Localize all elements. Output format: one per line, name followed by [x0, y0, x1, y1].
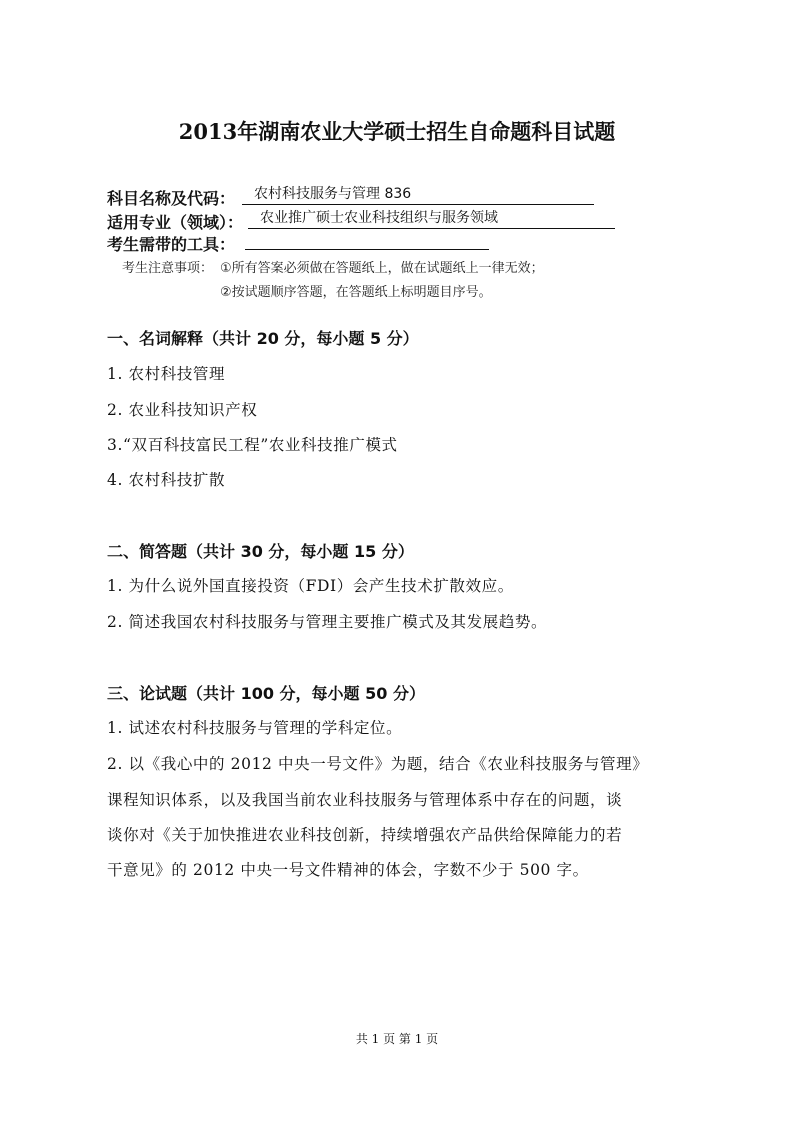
- section-3-heading: 三、论试题（共计 100 分，每小题 50 分）: [107, 684, 425, 703]
- question-item: 1. 农村科技管理: [107, 365, 226, 383]
- question-item: 2. 农业科技知识产权: [107, 401, 258, 419]
- page-footer: 共 1 页 第 1 页: [355, 1032, 439, 1046]
- note-2: ②按试题顺序答题，在答题纸上标明题目序号。: [220, 285, 492, 300]
- section-1-heading: 一、名词解释（共计 20 分，每小题 5 分）: [107, 329, 419, 348]
- subject-value: 农村科技服务与管理 836: [242, 185, 594, 205]
- question-item: 2. 简述我国农村科技服务与管理主要推广模式及其发展趋势。: [107, 613, 548, 631]
- subject-label: 科目名称及代码：: [107, 189, 236, 208]
- question-line: 2. 以《我心中的 2012 中央一号文件》为题，结合《农业科技服务与管理》: [107, 755, 649, 773]
- major-label: 适用专业（领域）：: [107, 213, 244, 232]
- notes-label: 考生注意事项：: [122, 261, 214, 276]
- tools-label: 考生需带的工具：: [107, 235, 236, 254]
- document-title: 2013年湖南农业大学硕士招生自命题科目试题: [178, 119, 616, 144]
- question-item: 1. 为什么说外国直接投资（FDI）会产生技术扩散效应。: [107, 577, 514, 595]
- question-line: 课程知识体系，以及我国当前农业科技服务与管理体系中存在的问题，谈: [107, 791, 623, 809]
- question-line: 谈你对《关于加快推进农业科技创新，持续增强农产品供给保障能力的若: [107, 826, 623, 844]
- question-item: 3.“双百科技富民工程”农业科技推广模式: [107, 436, 398, 454]
- section-2-heading: 二、简答题（共计 30 分，每小题 15 分）: [107, 542, 414, 561]
- major-value: 农业推广硕士农业科技组织与服务领域: [248, 209, 615, 229]
- tools-value: [245, 230, 489, 250]
- question-item: 1. 试述农村科技服务与管理的学科定位。: [107, 719, 403, 737]
- question-item: 4. 农村科技扩散: [107, 471, 226, 489]
- note-1: ①所有答案必须做在答题纸上，做在试题纸上一律无效；: [220, 261, 544, 276]
- question-line: 干意见》的 2012 中央一号文件精神的体会，字数不少于 500 字。: [107, 861, 589, 879]
